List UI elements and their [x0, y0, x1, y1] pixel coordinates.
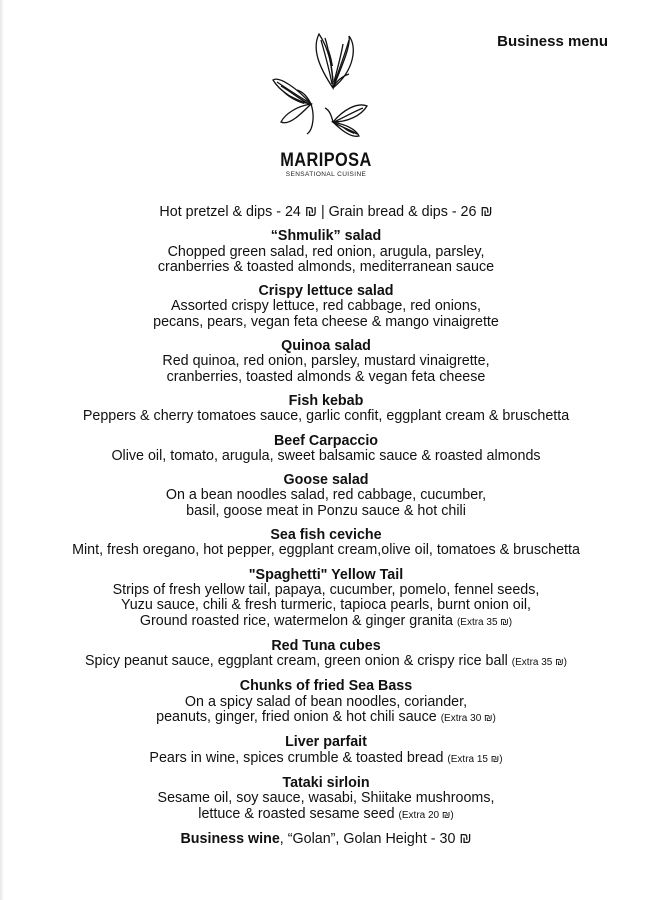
menu-item	[0, 339, 652, 385]
item-title: Liver parfait	[285, 734, 367, 751]
item-title: Tataki sirloin	[282, 774, 370, 791]
menu-item	[0, 735, 652, 767]
wine-details: , “Golan”, Golan Height - 30 ₪	[279, 830, 472, 847]
bread-line: Hot pretzel & dips - 24 ₪ | Grain bread & dips - 26 ₪	[159, 204, 493, 220]
item-title: “Shmulik” salad	[270, 228, 382, 245]
butterfly-logo-icon	[271, 30, 381, 148]
extra-price: (Extra 35 ₪)	[511, 657, 567, 669]
restaurant-logo	[270, 30, 382, 180]
menu-item	[0, 284, 652, 330]
item-description-line: Mint, fresh oregano, hot pepper, eggplant cream,olive oil, tomatoes & bruschetta	[72, 542, 580, 559]
menu-item	[0, 394, 652, 425]
item-description-line: Peppers & cherry tomatoes sauce, garlic confit, eggplant cream & bruschetta	[82, 408, 570, 425]
menu-item	[0, 434, 652, 465]
menu-item	[0, 568, 652, 630]
item-description-line: cranberries & toasted almonds, mediterranean sauce	[157, 258, 495, 275]
item-title: Goose salad	[283, 472, 369, 489]
item-description-line: Olive oil, tomato, arugula, sweet balsamic sauce & roasted almonds	[111, 447, 541, 464]
wine-label: Business wine	[180, 830, 280, 847]
item-description-line	[0, 807, 652, 823]
item-description-text: Ground roasted rice, watermelon & ginger granita	[139, 612, 453, 629]
item-title: "Spaghetti" Yellow Tail	[248, 566, 404, 583]
item-description-line: Chopped green salad, red onion, arugula, parsley,	[167, 243, 485, 260]
item-description-line	[0, 751, 652, 767]
menu-item	[0, 229, 652, 275]
item-title: Crispy lettuce salad	[258, 283, 394, 300]
extra-price: (Extra 15 ₪)	[447, 753, 503, 765]
item-description-line: Red quinoa, red onion, parsley, mustard vinaigrette,	[162, 353, 490, 370]
item-title: Fish kebab	[288, 392, 364, 409]
item-description-text: peanuts, ginger, fried onion & hot chili sauce	[156, 709, 437, 726]
brand-name: MARIPOSA	[280, 150, 372, 171]
item-title: Sea fish ceviche	[270, 527, 382, 544]
item-description-line: basil, goose meat in Ponzu sauce & hot chili	[186, 502, 466, 519]
item-description-line: Strips of fresh yellow tail, papaya, cucumber, pomelo, fennel seeds,	[112, 581, 540, 598]
item-description-line: On a bean noodles salad, red cabbage, cucumber,	[165, 487, 487, 504]
menu-item	[0, 679, 652, 726]
brand-tagline: SENSATIONAL CUISINE	[285, 171, 367, 178]
item-title: Chunks of fried Sea Bass	[239, 678, 413, 695]
item-description-line: On a spicy salad of bean noodles, coriander,	[184, 693, 468, 710]
item-description-line: Assorted crispy lettuce, red cabbage, red onions,	[171, 298, 481, 315]
item-description-line	[0, 654, 652, 670]
item-description-line	[0, 710, 652, 726]
menu-item	[0, 776, 652, 823]
item-description-line	[0, 614, 652, 630]
business-wine-line	[0, 832, 652, 847]
item-description-line: Sesame oil, soy sauce, wasabi, Shiitake mushrooms,	[157, 790, 495, 807]
item-description-text: Spicy peanut sauce, eggplant cream, green onion & crispy rice ball	[85, 653, 508, 670]
menu-type-label: Business menu	[497, 33, 608, 50]
extra-price: (Extra 30 ₪)	[440, 713, 496, 725]
extra-price: (Extra 35 ₪)	[456, 616, 513, 628]
item-description-line: cranberries, toasted almonds & vegan feta cheese	[166, 368, 486, 385]
menu-item	[0, 473, 652, 519]
item-title: Red Tuna cubes	[271, 637, 381, 654]
menu-item	[0, 528, 652, 559]
item-description-line: pecans, pears, vegan feta cheese & mango vinaigrette	[153, 313, 499, 330]
item-title: Quinoa salad	[281, 338, 371, 355]
menu-list	[0, 205, 652, 847]
item-description-text: lettuce & roasted sesame seed	[198, 805, 395, 822]
item-description-line: Yuzu sauce, chili & fresh turmeric, tapioca pearls, burnt onion oil,	[120, 597, 532, 614]
item-description-text: Pears in wine, spices crumble & toasted bread	[149, 749, 444, 766]
menu-item	[0, 639, 652, 671]
item-title: Beef Carpaccio	[273, 432, 379, 449]
extra-price: (Extra 20 ₪)	[398, 809, 454, 821]
